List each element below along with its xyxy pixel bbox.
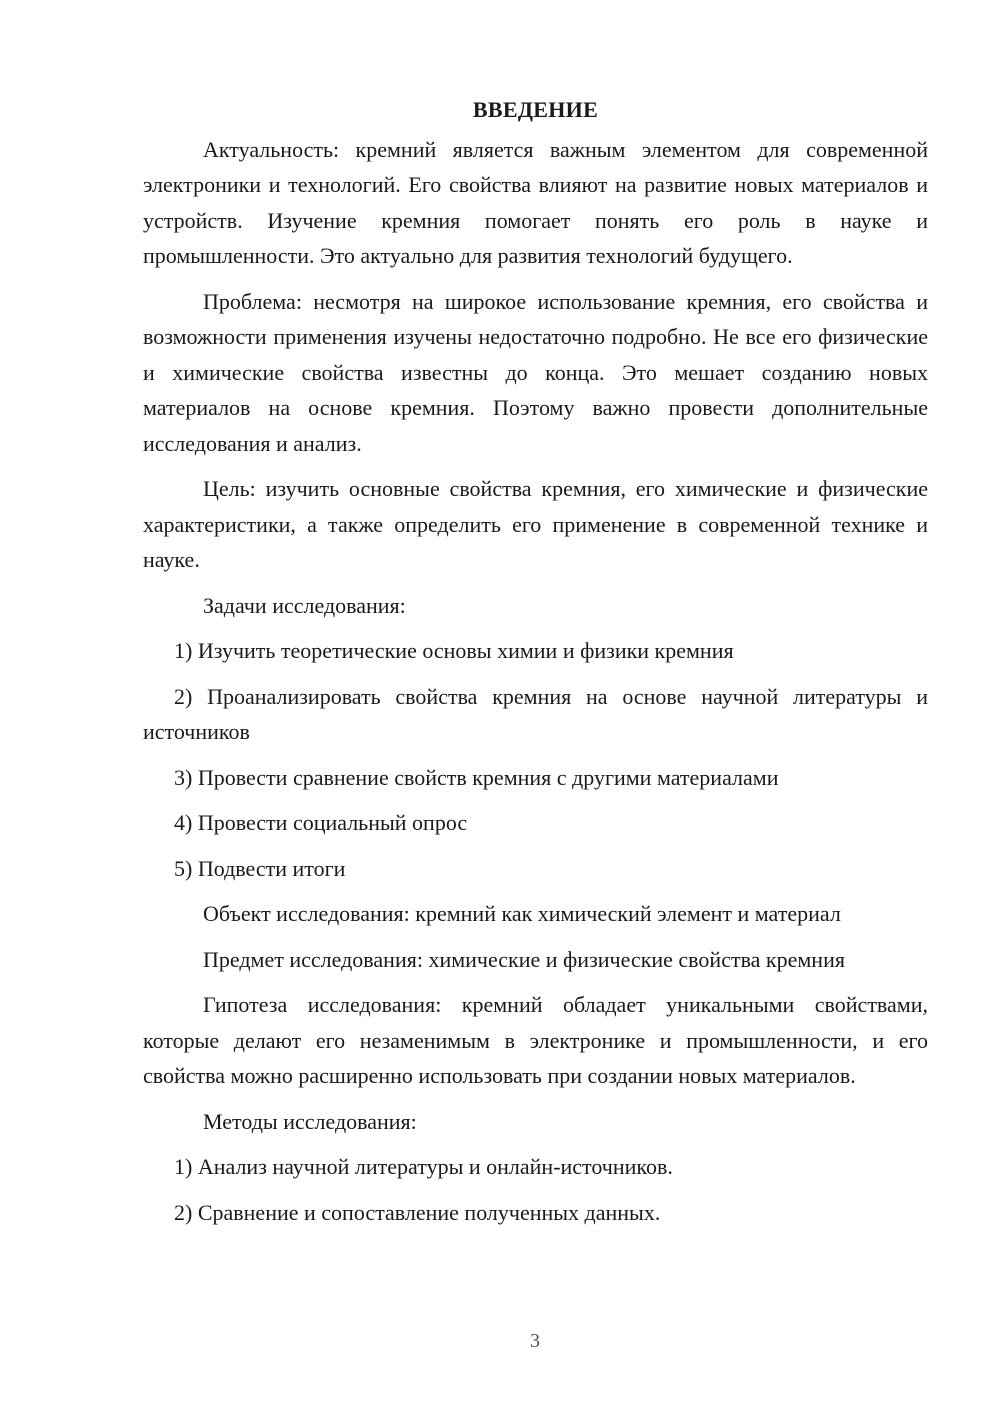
method-item: 2) Сравнение и сопоставление полученных данных. xyxy=(174,1199,661,1225)
methods-heading: Методы исследования: xyxy=(203,1108,417,1134)
tasks-heading: Задачи исследования: xyxy=(203,592,406,618)
object-paragraph: Объект исследования: кремний как химический элемент и материал xyxy=(203,901,841,926)
subject-paragraph: Предмет исследования: химические и физические свойства кремния xyxy=(203,946,845,972)
page-number: 3 xyxy=(530,1330,540,1352)
relevance-paragraph: Актуальность: кремний является важным элементом для современной электроники и технологий. Его свойства влияют на развитие новых материалов и устройств. Изучение кремния помогает понять его роль в науке и промышленности. Это актуально для развития технологий будущего. xyxy=(143,136,928,268)
task-item: 3) Провести сравнение свойств кремния с другими материалами xyxy=(174,764,779,790)
problem-paragraph: Проблема: несмотря на широкое использование кремния, его свойства и возможности применения изучены недостаточно подробно. Не все его физические и химические свойства известны до конца. Это мешает созданию новых материалов на основе кремния. Поэтому важно провести дополнительные исследования и анализ. xyxy=(143,288,928,456)
task-item: 4) Провести социальный опрос xyxy=(174,810,468,835)
document-page xyxy=(143,92,928,1240)
task-item: 5) Подвести итоги xyxy=(174,855,346,881)
goal-paragraph: Цель: изучить основные свойства кремния, его химические и физические характеристики, а также определить его применение в современной технике и науке. xyxy=(143,476,928,572)
section-title: ВВЕДЕНИЕ xyxy=(472,97,599,122)
task-item: 1) Изучить теоретические основы химии и физики кремния xyxy=(174,638,734,663)
method-item: 1) Анализ научной литературы и онлайн-источников. xyxy=(174,1154,673,1179)
task-item: 2) Проанализировать свойства кремния на основе научной литературы и источников xyxy=(143,683,928,744)
hypothesis-paragraph: Гипотеза исследования: кремний обладает уникальными свойствами, которые делают его незаменимым в электронике и промышленности, и его свойства можно расширенно использовать при создании новых материалов. xyxy=(143,992,928,1088)
